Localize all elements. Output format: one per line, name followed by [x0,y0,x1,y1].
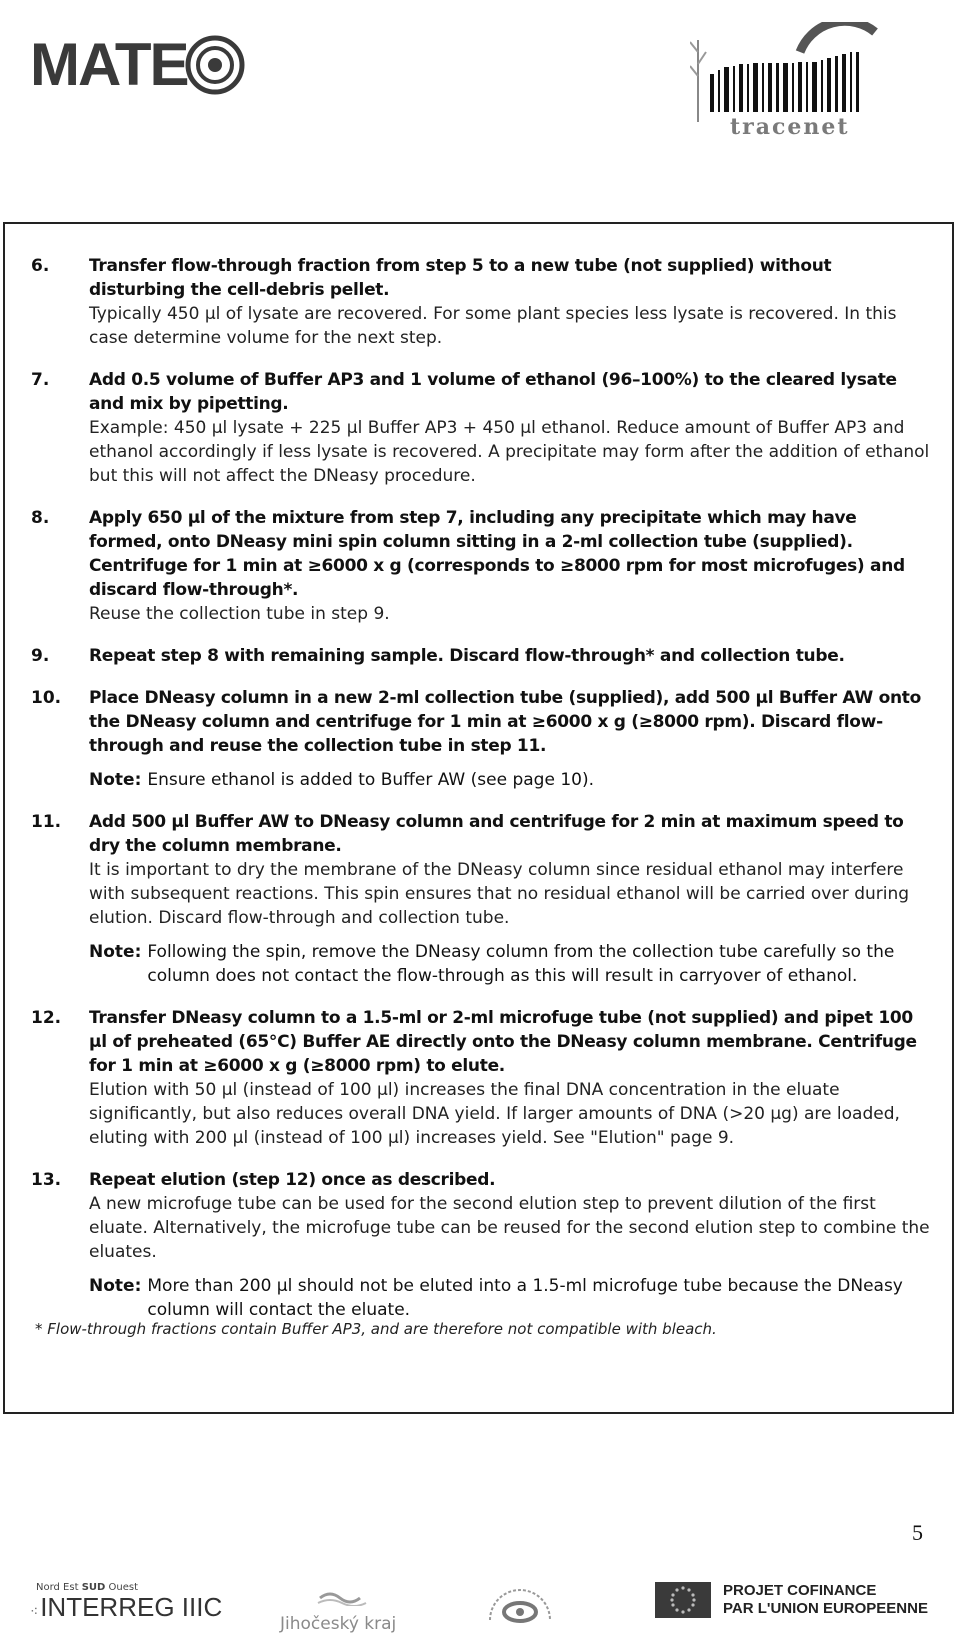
step-12 [31,1006,931,1150]
step-detail: Reuse the collection tube in step 9. [89,604,390,624]
protocol-box [3,222,954,1414]
step-number: 6. [31,256,50,276]
step-detail: Elution with 50 µl (instead of 100 µl) increases the final DNA concentration in the eluate significantly, but also reduces overall DNA yield. If larger amounts of DNA (>20 µg) are loaded, eluting with 200 µl (instead of 100 µl) increases yield. See "Elution" page 9. [89,1080,900,1148]
step-9 [31,644,931,668]
step-number: 9. [31,646,50,666]
mateo-logo-o-icon [184,34,246,96]
step-detail: A new microfuge tube can be used for the second elution step to prevent dilution of the first eluate. Alternatively, the microfuge tube can be reused for the second elution step to combine the eluates. [89,1194,930,1262]
interreg-title-text: INTERREG IIIC [40,1592,223,1622]
step-13 [31,1168,931,1322]
step-8 [31,506,931,626]
step-number: 13. [31,1170,62,1190]
step-instruction: Place DNeasy column in a new 2-ml collection tube (supplied), add 500 µl Buffer AW onto the DNeasy column and centrifuge for 1 min at ≥6000 x g (≥8000 rpm). Discard flow-through and reuse the collection tube in step 11. [89,688,921,756]
step-instruction: Transfer flow-through fraction from step 5 to a new tube (not supplied) without disturbing the cell-debris pellet. [89,256,832,300]
step-10 [31,686,931,792]
mateo-logo-text: MATE [30,31,188,98]
wave-icon [280,1588,380,1606]
note-text: Following the spin, remove the DNeasy column from the collection tube carefully so the column does not contact the flow-through as this will result in carryover of ethanol. [147,942,895,986]
note-text: Ensure ethanol is added to Buffer AW (see page 10). [147,770,594,790]
step-note [89,768,931,792]
step-instruction: Add 500 µl Buffer AW to DNeasy column and centrifuge for 2 min at maximum speed to dry the column membrane. [89,812,904,856]
step-7 [31,368,931,488]
step-number: 10. [31,688,62,708]
mateo-logo [30,30,246,100]
step-note [89,1274,931,1322]
step-number: 11. [31,812,62,832]
step-11 [31,810,931,988]
tracenet-logo [690,22,920,147]
step-detail: Typically 450 µl of lysate are recovered. For some plant species less lysate is recovered. In this case determine volume for the next step. [89,304,897,348]
eu-cofinance-logo [655,1582,928,1618]
eu-flag-icon [655,1582,711,1618]
note-text: More than 200 µl should not be eluted into a 1.5-ml microfuge tube because the DNeasy column will contact the eluate. [147,1276,903,1320]
step-instruction: Add 0.5 volume of Buffer AP3 and 1 volume of ethanol (96–100%) to the cleared lysate and mix by pipetting. [89,370,897,414]
interreg-subtitle-prefix: Nord Est [36,1582,79,1593]
step-number: 7. [31,370,50,390]
step-number: 8. [31,508,50,528]
step-6 [31,254,931,350]
ministry-logo [480,1582,560,1628]
eu-line-2: PAR L'UNION EUROPEENNE [723,1600,928,1617]
note-label: Note: [89,1276,142,1296]
step-instruction: Repeat step 8 with remaining sample. Discard flow-through* and collection tube. [89,646,845,666]
step-instruction: Apply 650 µl of the mixture from step 7, including any precipitate which may have formed, onto DNeasy mini spin column sitting in a 2-ml collection tube (supplied). Centrifuge for 1 min at ≥6000 x g (corresponds to ≥8000 rpm for most microfuges) and discard flow-through*. [89,508,905,600]
step-detail: Example: 450 µl lysate + 225 µl Buffer AP3 + 450 µl ethanol. Reduce amount of Buffer AP3 and ethanol accordingly if less lysate is recovered. A precipitate may form after the addition of ethanol but this will not affect the DNeasy procedure. [89,418,930,486]
footnote: * Flow-through fractions contain Buffer AP3, and are therefore not compatible with bleach. [35,1320,717,1338]
note-label: Note: [89,942,142,962]
tracenet-logo-text: tracenet [730,114,850,140]
jihocesky-kraj-logo [280,1588,396,1634]
ministry-emblem-icon [480,1582,560,1624]
step-note [89,940,931,988]
step-detail: It is important to dry the membrane of the DNeasy column since residual ethanol may interfere with subsequent reactions. This spin ensures that no residual ethanol will be carried over during elution. Discard flow-through and collection tube. [89,860,910,928]
jihocesky-kraj-text: Jihočeský kraj [280,1614,397,1634]
interreg-dots-icon: ⁖ [30,1603,39,1619]
note-label: Note: [89,770,142,790]
page-number: 5 [912,1520,923,1545]
step-instruction: Transfer DNeasy column to a 1.5-ml or 2-ml microfuge tube (not supplied) and pipet 100 µl of preheated (65°C) Buffer AE directly onto the DNeasy column membrane. Centrifuge for 1 min at ≥6000 x g (≥8000 rpm) to elute. [89,1008,917,1076]
interreg-title [30,1593,222,1625]
protocol-steps [31,254,931,1340]
eu-line-1: PROJET COFINANCE [723,1582,877,1599]
interreg-subtitle-bold: SUD [81,1582,106,1593]
interreg-logo [30,1582,222,1625]
interreg-subtitle-suffix: Ouest [108,1582,139,1593]
step-number: 12. [31,1008,62,1028]
step-instruction: Repeat elution (step 12) once as described. [89,1170,496,1190]
